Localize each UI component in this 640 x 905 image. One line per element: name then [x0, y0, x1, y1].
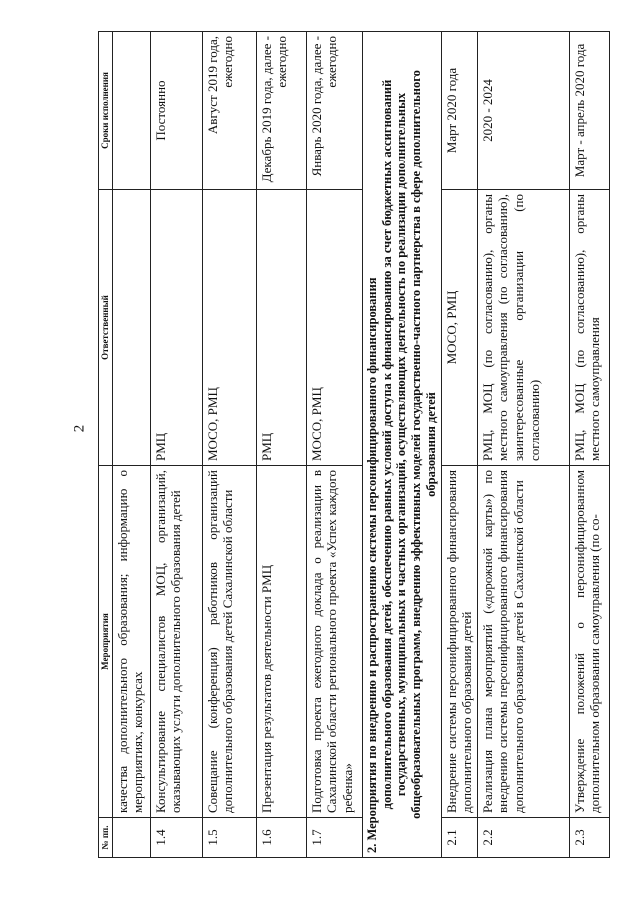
row-deadline: Декабрь 2019 года, далее - ежегодно — [256, 32, 306, 190]
row-deadline: 2020 - 2024 — [477, 32, 569, 190]
row-deadline: Январь 2020 года, далее - ежегодно — [306, 32, 362, 190]
row-num: 2.2 — [477, 818, 569, 858]
row-deadline — [112, 32, 150, 190]
table-row — [256, 32, 306, 858]
section-2-rest: дополнительного образования детей, обеспечению равных условий доступа к финансированию за счет бюджетных ассигнований государственных, муниципальных и частных организаций, осуществляющих деятельность по реализации дополнительных общеобразовательных программ, внедрению эффективных моделей государственно-частного партнерства в сфере дополнительного образования детей — [379, 70, 438, 819]
row-responsible: МОСО, РМЦ — [306, 190, 362, 466]
page-number: 2 — [71, 424, 88, 433]
header-responsible: Ответственный — [99, 190, 113, 466]
row-responsible: РМЦ, МОЦ (по согласованию), органы местного самоуправления (по согласованию), заинтересованные организации (по согласованию) — [477, 190, 569, 466]
table-header-row — [99, 32, 113, 858]
row-activity: Консультирование специалистов МОЦ, организаций, оказывающих услуги дополнительного образования детей — [150, 466, 202, 818]
row-num: 1.5 — [202, 818, 256, 858]
row-activity: Подготовка проекта ежегодного доклада о реализации в Сахалинской области регионального проекта «Успех каждого ребенка» — [306, 466, 362, 818]
section-2-heading — [362, 32, 441, 858]
row-num: 1.7 — [306, 818, 362, 858]
row-activity: Утверждение положений о персонифицированном дополнительном образовании самоуправления (по со- — [569, 466, 609, 818]
row-num: 2.3 — [569, 818, 609, 858]
table-row — [150, 32, 202, 858]
row-deadline: Март 2020 года — [441, 32, 477, 190]
row-activity: Презентация результатов деятельности РМЦ — [256, 466, 306, 818]
section-2-lead: 2. Мероприятия по внедрению и распространению системы персонифицированного финансирования — [364, 277, 379, 853]
row-num: 1.4 — [150, 818, 202, 858]
row-activity: качества дополнительного образования; информацию о мероприятиях, конкурсах — [112, 466, 150, 818]
table-row — [441, 32, 477, 858]
header-num: № пп. — [99, 818, 113, 858]
table-row — [569, 32, 609, 858]
row-activity: Реализация плана мероприятий («дорожной карты») по внедрению системы персонифицированного финансирования дополнительного образования детей в Сахалинской области — [477, 466, 569, 818]
section-heading-row — [362, 32, 441, 858]
row-deadline: Постоянно — [150, 32, 202, 190]
row-num: 1.6 — [256, 818, 306, 858]
plan-table — [98, 31, 610, 858]
row-deadline: Август 2019 года, ежегодно — [202, 32, 256, 190]
header-activity: Мероприятия — [99, 466, 113, 818]
row-deadline: Март - апрель 2020 года — [569, 32, 609, 190]
row-num — [112, 818, 150, 858]
header-deadline: Сроки исполнения — [99, 32, 113, 190]
row-num: 2.1 — [441, 818, 477, 858]
table-row — [477, 32, 569, 858]
row-responsible — [112, 190, 150, 466]
row-responsible: МОСО, РМЦ — [441, 190, 477, 466]
row-activity: Внедрение системы персонифицированного финансирования дополнительного образования детей — [441, 466, 477, 818]
table-row — [112, 32, 150, 858]
row-activity: Совещание (конференция) работников организаций дополнительного образования детей Сахалинской области — [202, 466, 256, 818]
row-responsible: РМЦ — [256, 190, 306, 466]
table-row — [202, 32, 256, 858]
row-responsible: МОСО, РМЦ — [202, 190, 256, 466]
row-responsible: РМЦ — [150, 190, 202, 466]
row-responsible: РМЦ, МОЦ (по согласованию), органы местного самоуправления — [569, 190, 609, 466]
table-row — [306, 32, 362, 858]
